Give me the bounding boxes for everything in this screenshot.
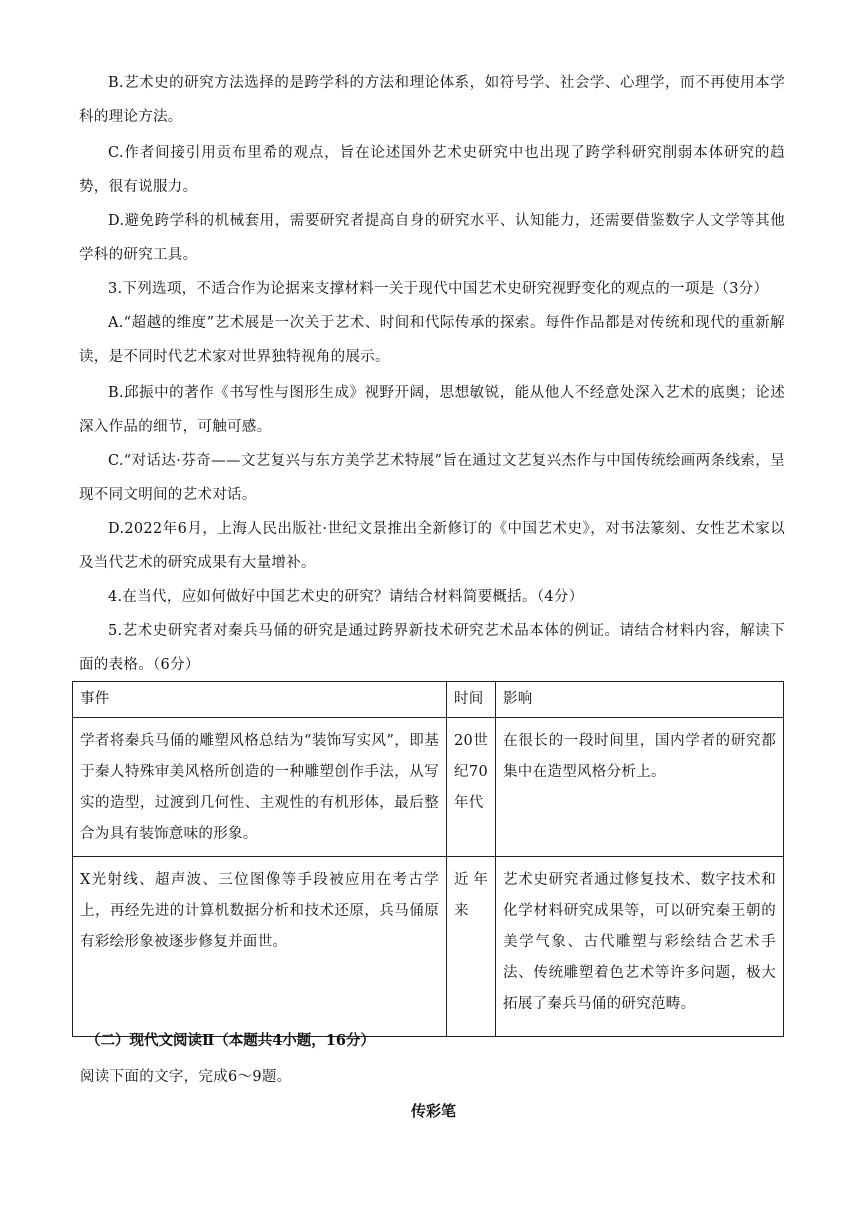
q3-option-d: D.2022年6月，上海人民出版社·世纪文景推出全新修订的《中国艺术史》，对书法篆刻、女性艺术家以及当代艺术的研究成果有大量增补。 (79, 521, 785, 571)
table-header-row (73, 682, 784, 718)
question-4: 4.在当代，应如何做好中国艺术史的研究？请结合材料简要概括。（4分） (108, 589, 584, 605)
option-d-paragraph: D.避免跨学科的机械套用，需要研究者提高自身的研究水平、认知能力，还需要借鉴数字人文学等其他学科的研究工具。 (79, 213, 785, 263)
table-row (73, 857, 784, 1037)
q3-option-b: B.邱振中的著作《书写性与图形生成》视野开阔，思想敏锐，能从他人不经意处深入艺术的底奥；论述深入作品的细节，可触可感。 (79, 385, 785, 435)
event-cell: 学者将秦兵马俑的雕塑风格总结为“装饰写实风”，即基于秦人特殊审美风格所创造的一种雕塑创作手法，从写实的造型，过渡到几何性、主观性的有机形体，最后整合为具有装饰意味的形象。 (73, 718, 447, 857)
event-cell: X光射线、超声波、三位图像等手段被应用在考古学上，再经先进的计算机数据分析和技术还原，兵马俑原有彩绘形象被逐步修复并面世。 (73, 857, 447, 1037)
table-row (73, 718, 784, 857)
impact-cell: 在很长的一段时间里，国内学者的研究都集中在造型风格分析上。 (496, 718, 784, 857)
time-cell: 20世纪70年代 (447, 718, 496, 857)
question-3: 3.下列选项，不适合作为论据来支撑材料一关于现代中国艺术史研究视野变化的观点的一项是（3分） (108, 281, 769, 297)
header-impact: 影响 (496, 682, 784, 718)
header-event: 事件 (73, 682, 447, 718)
time-cell: 近年来 (447, 857, 496, 1037)
passage-title: 传彩笔 (410, 1102, 456, 1120)
section-heading: （二）现代文阅读Ⅱ（本题共4小题，16分） (86, 1032, 375, 1049)
event-table (72, 681, 784, 1037)
question-5: 5.艺术史研究者对秦兵马俑的研究是通过跨界新技术研究艺术品本体的例证。请结合材料内容，解读下面的表格。（6分） (79, 623, 785, 673)
impact-cell: 艺术史研究者通过修复技术、数字技术和化学材料研究成果等，可以研究秦王朝的美学气象、古代雕塑与彩绘结合艺术手法、传统雕塑着色艺术等许多问题，极大拓展了秦兵马俑的研究范畴。 (496, 857, 784, 1037)
header-time: 时间 (447, 682, 496, 718)
option-c-paragraph: C.作者间接引用贡布里希的观点，旨在论述国外艺术史研究中也出现了跨学科研究削弱本体研究的趋势，很有说服力。 (79, 145, 785, 195)
option-b-paragraph: B.艺术史的研究方法选择的是跨学科的方法和理论体系，如符号学、社会学、心理学，而不再使用本学科的理论方法。 (79, 75, 785, 125)
q3-option-a: A.“超越的维度”艺术展是一次关于艺术、时间和代际传承的探索。每件作品都是对传统和现代的重新解读，是不同时代艺术家对世界独特视角的展示。 (79, 315, 785, 365)
reading-instruction: 阅读下面的文字，完成6～9题。 (80, 1069, 292, 1085)
q3-option-c: C.“对话达·芬奇——文艺复兴与东方美学艺术特展”旨在通过文艺复兴杰作与中国传统绘画两条线索，呈现不同文明间的艺术对话。 (79, 453, 785, 503)
